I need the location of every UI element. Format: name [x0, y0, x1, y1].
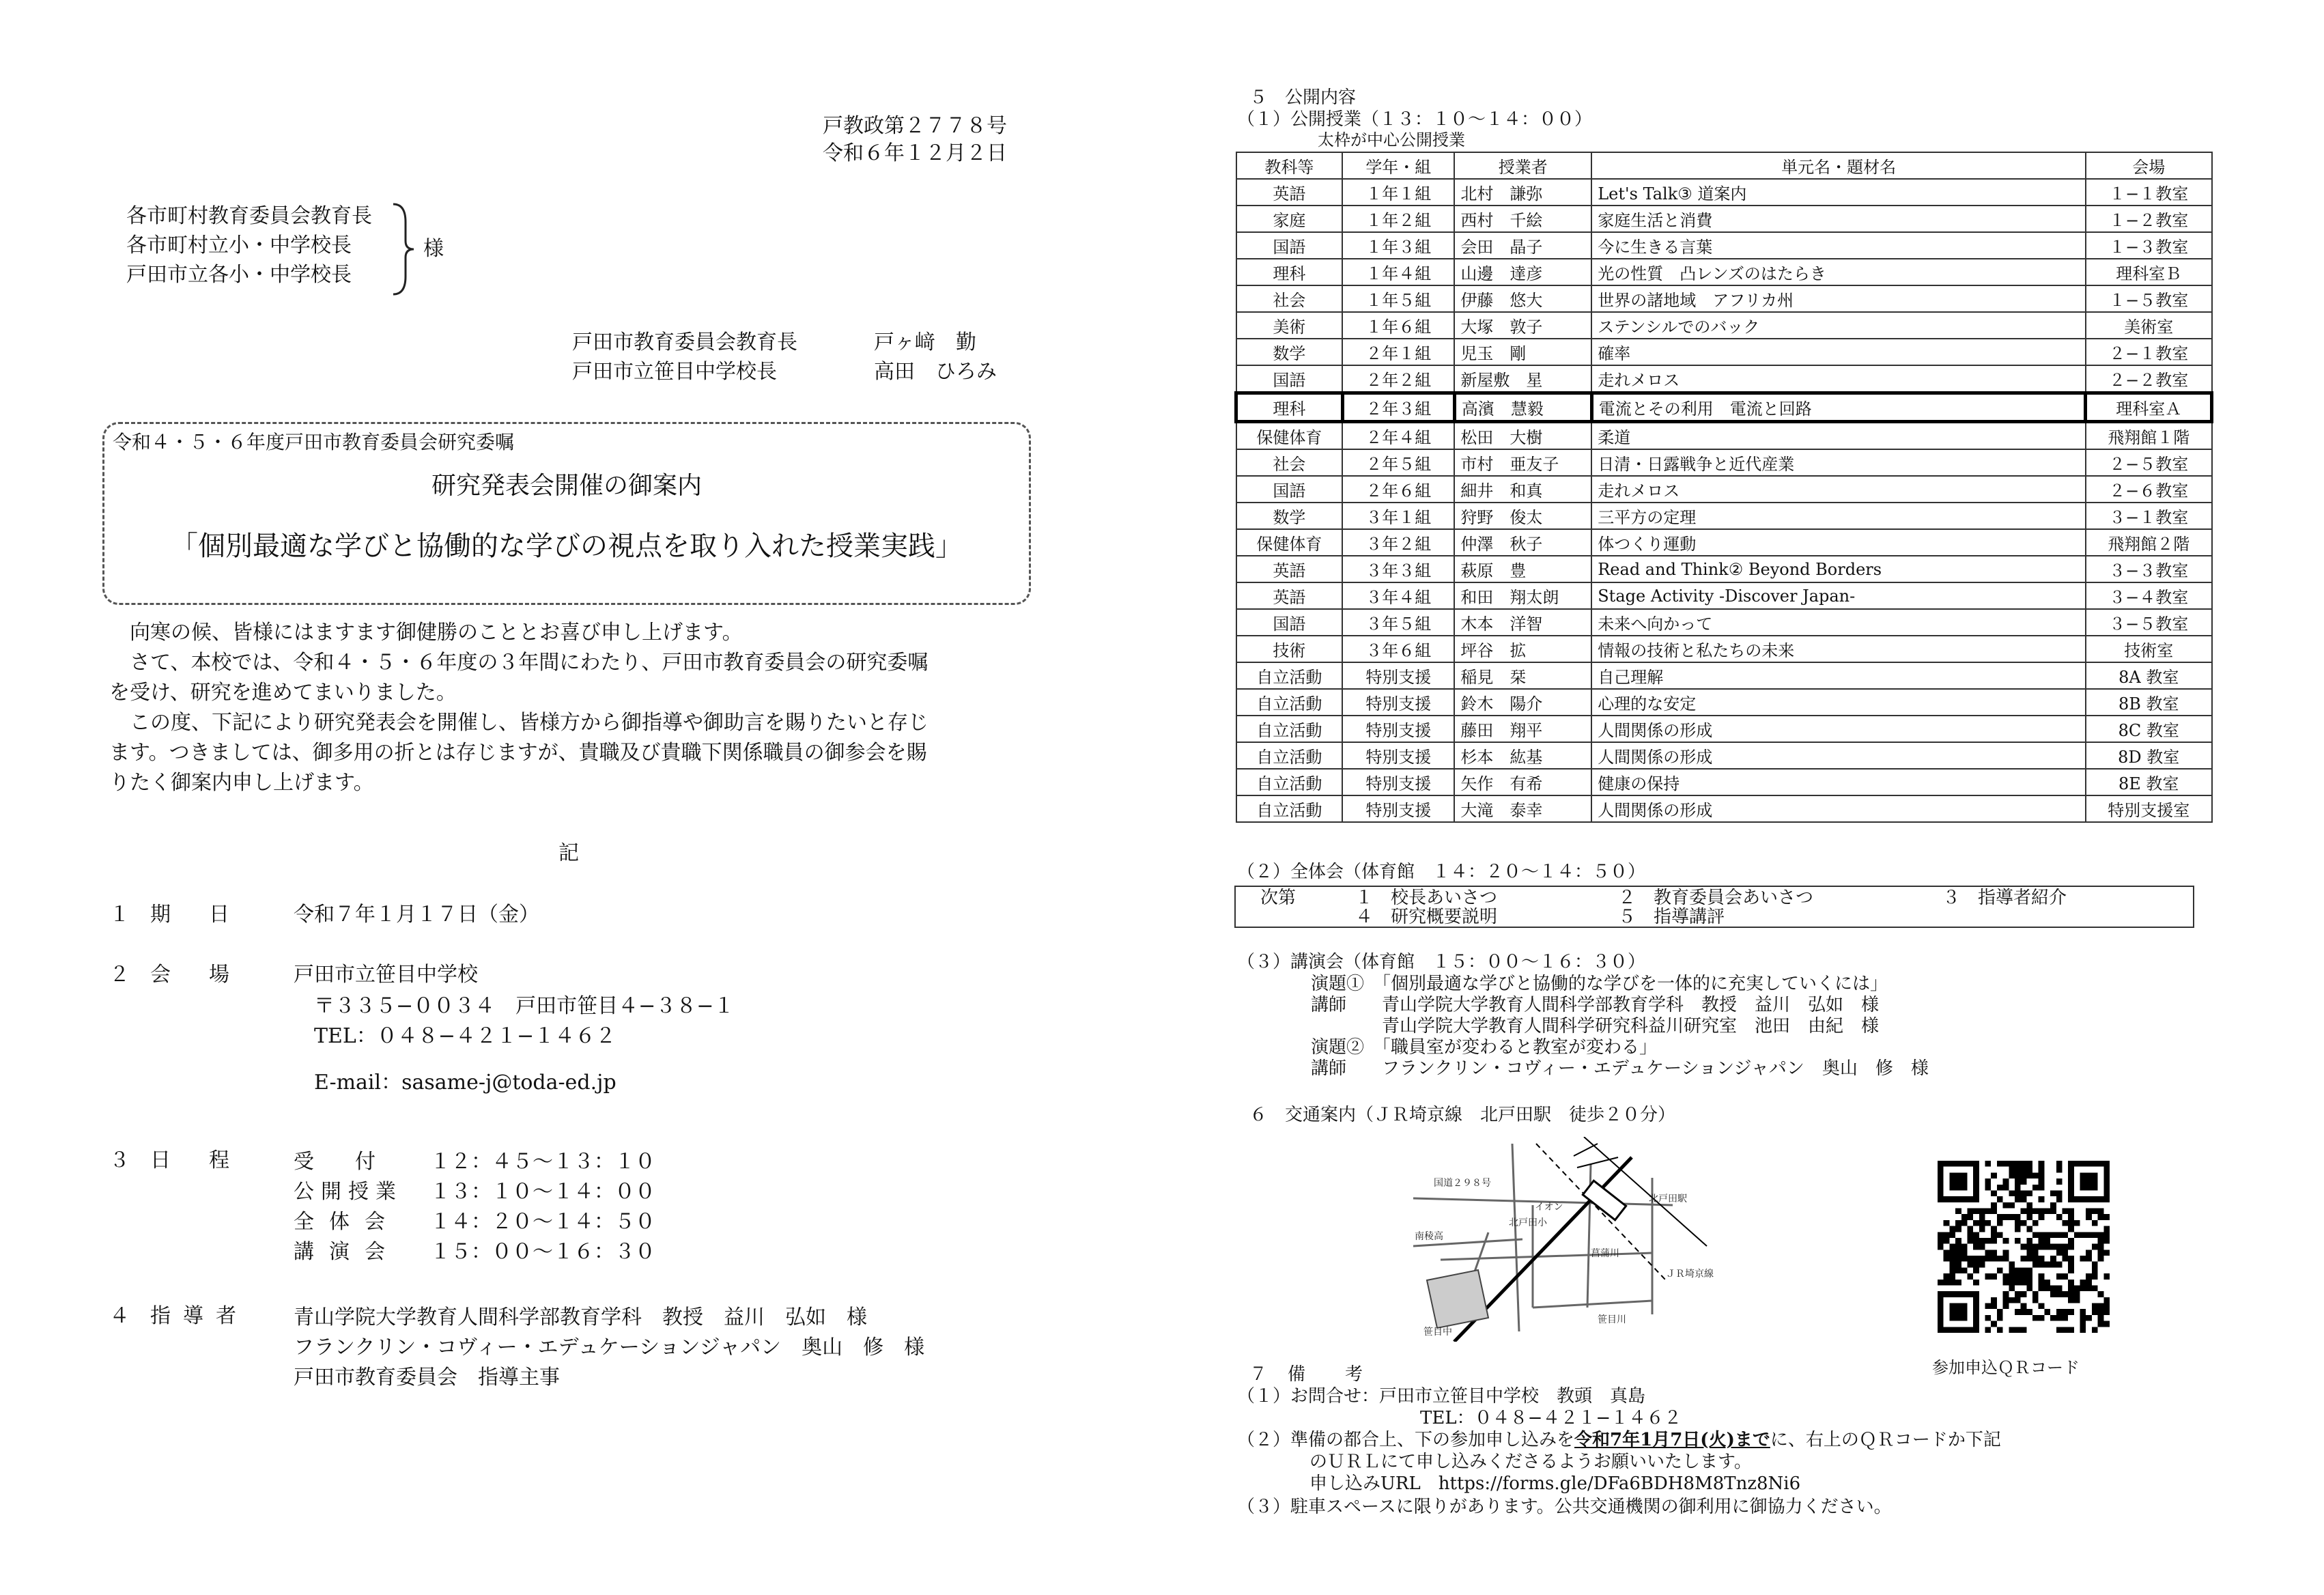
table-row	[1236, 285, 2212, 312]
body-line-6: りたく御案内申し上げます。	[109, 771, 374, 795]
body-line-3: を受け、研究を進めてまいりました。	[109, 681, 457, 705]
section-5-2-heading: （２）全体会（体育館 １４：２０〜１４：５０）	[1237, 862, 1646, 882]
header-title: 研究発表会開催の御案内	[431, 472, 702, 500]
cell-subject: 国語	[1236, 232, 1343, 259]
cell-subject: 英語	[1236, 582, 1343, 609]
cell-class: ３年２組	[1342, 529, 1454, 556]
item-venue-label: 会場	[150, 963, 268, 987]
cell-unit: Stage Activity -Discover Japan-	[1591, 582, 2086, 609]
lecture-line: 講師 フランクリン・コヴィー・エデュケーションジャパン 奥山 修 様	[1311, 1058, 1929, 1079]
item-schedule-label: 日程	[150, 1148, 268, 1172]
cell-class: ３年５組	[1342, 609, 1454, 636]
item-schedule-num: ３	[109, 1148, 130, 1172]
table-row	[1236, 609, 2212, 636]
cell-class: ２年４組	[1342, 422, 1454, 450]
cell-class: 特別支援	[1342, 662, 1454, 689]
table-row	[1236, 179, 2212, 206]
map-label-station: 北戸田駅	[1649, 1194, 1687, 1204]
header-unit: 単元名・題材名	[1591, 152, 2086, 179]
cell-subject: 自立活動	[1236, 716, 1343, 742]
section-6-heading: ６ 交通案内（ＪＲ埼京線 北戸田駅 徒歩２０分）	[1249, 1105, 1676, 1125]
cell-teacher: 児玉 剛	[1454, 339, 1591, 365]
table-row	[1236, 232, 2212, 259]
section-5-heading: ５ 公開内容	[1249, 87, 1357, 108]
instructor-row: フランクリン・コヴィー・エデュケーションジャパン 奥山 修 様	[294, 1336, 925, 1359]
cell-room: 技術室	[2086, 636, 2212, 662]
table-row	[1236, 365, 2212, 393]
cell-class: ２年３組	[1342, 393, 1454, 422]
map-label-highschool: 南稜高	[1415, 1231, 1443, 1242]
cell-class: ３年１組	[1342, 503, 1454, 529]
cell-room: １−３教室	[2086, 232, 2212, 259]
cell-unit: 心理的な安定	[1591, 689, 2086, 716]
cell-unit: 人間関係の形成	[1591, 742, 2086, 769]
body-line-5: ます。つきましては、御多用の折とは存じますが、貴職及び貴職下関係職員の御参会を賜	[109, 741, 927, 765]
header-class: 学年・組	[1342, 152, 1454, 179]
cell-teacher: 北村 謙弥	[1454, 179, 1591, 206]
schedule-row	[294, 1147, 655, 1177]
cell-room: 8D 教室	[2086, 742, 2212, 769]
cell-room: 飛翔館１階	[2086, 422, 2212, 450]
cell-room: 8B 教室	[2086, 689, 2212, 716]
cell-teacher: 狩野 俊太	[1454, 503, 1591, 529]
cell-teacher: 萩原 豊	[1454, 556, 1591, 582]
cell-room: ３−４教室	[2086, 582, 2212, 609]
cell-teacher: 和田 翔太朗	[1454, 582, 1591, 609]
cell-teacher: 細井 和真	[1454, 476, 1591, 503]
cell-room: ２−１教室	[2086, 339, 2212, 365]
item-instructors-num: ４	[109, 1304, 130, 1328]
program-item-4: ４ 研究概要説明	[1355, 907, 1498, 927]
map-label-bridge: 笹目川	[1598, 1314, 1626, 1325]
table-row	[1236, 742, 2212, 769]
cell-room: ２−６教室	[2086, 476, 2212, 503]
cell-unit: 光の性質 凸レンズのはたらき	[1591, 259, 2086, 285]
cell-subject: 英語	[1236, 556, 1343, 582]
lecture-line: 青山学院大学教育人間科学研究科益川研究室 池田 由紀 様	[1311, 1016, 1880, 1036]
cell-unit: 電流とその利用 電流と回路	[1591, 393, 2086, 422]
section-5-1-heading: （１）公開授業（１３：１０〜１４：００）	[1237, 109, 1593, 130]
cell-teacher: 伊藤 悠大	[1454, 285, 1591, 312]
header-subject: 教科等	[1236, 152, 1343, 179]
cell-class: 特別支援	[1342, 716, 1454, 742]
lecture-list	[1311, 974, 1929, 1079]
cell-subject: 技術	[1236, 636, 1343, 662]
schedule-row	[294, 1177, 655, 1207]
cell-teacher: 稲見 栞	[1454, 662, 1591, 689]
cell-teacher: 西村 千絵	[1454, 206, 1591, 232]
cell-room: 8A 教室	[2086, 662, 2212, 689]
table-row	[1236, 422, 2212, 450]
cell-subject: 国語	[1236, 609, 1343, 636]
table-row	[1236, 636, 2212, 662]
cell-class: １年４組	[1342, 259, 1454, 285]
lecture-line: 講師 青山学院大学教育人間科学部教育学科 教授 益川 弘如 様	[1311, 995, 1880, 1015]
table-row	[1236, 503, 2212, 529]
table-row	[1236, 206, 2212, 232]
cell-class: １年１組	[1342, 179, 1454, 206]
cell-unit: 柔道	[1591, 422, 2086, 450]
body-line-4: この度、下記により研究発表会を開催し、皆様方から御指導や御助言を賜りたいと存じ	[130, 711, 929, 735]
cell-subject: 社会	[1236, 449, 1343, 476]
letter-body	[109, 618, 1038, 798]
cell-class: 特別支援	[1342, 742, 1454, 769]
venue-address: 〒３３５−００３４ 戸田市笹目４−３８−１	[314, 994, 735, 1018]
instructor-row: 戸田市教育委員会 指導主事	[294, 1366, 560, 1389]
sender-1-name: 戸ヶ﨑 勤	[874, 330, 976, 354]
cell-unit: 体つくり運動	[1591, 529, 2086, 556]
schedule-row	[294, 1207, 655, 1237]
cell-teacher: 仲澤 秋子	[1454, 529, 1591, 556]
recipient-honorific: 様	[423, 237, 444, 261]
cell-subject: 保健体育	[1236, 422, 1343, 450]
cell-room: １−５教室	[2086, 285, 2212, 312]
cell-room: 8C 教室	[2086, 716, 2212, 742]
cell-teacher: 市村 亜友子	[1454, 449, 1591, 476]
body-line-2: さて、本校では、令和４・５・６年度の３年間にわたり、戸田市教育委員会の研究委嘱	[130, 651, 929, 675]
cell-subject: 社会	[1236, 285, 1343, 312]
schedule-label: 全体会	[294, 1210, 400, 1234]
cell-room: 特別支援室	[2086, 795, 2212, 822]
venue-tel: TEL：０４８−４２１−１４６２	[314, 1024, 617, 1048]
lecture-line: 演題② 「職員室が変わると教室が変わる」	[1311, 1037, 1658, 1058]
cell-unit: 自己理解	[1591, 662, 2086, 689]
cell-unit: 確率	[1591, 339, 2086, 365]
schedule-label: 公開授業	[294, 1180, 403, 1204]
cell-teacher: 新屋敷 星	[1454, 365, 1591, 393]
note-1: （１）お問合せ：戸田市立笹目中学校 教頭 真島	[1237, 1386, 1646, 1407]
header-tag: 令和４・５・６年度戸田市教育委員会研究委嘱	[113, 431, 515, 453]
cell-unit: ステンシルでのバック	[1591, 312, 2086, 339]
program-box	[1234, 886, 2194, 928]
cell-unit: 三平方の定理	[1591, 503, 2086, 529]
cell-class: ３年６組	[1342, 636, 1454, 662]
cell-subject: 自立活動	[1236, 769, 1343, 795]
cell-room: ３−５教室	[2086, 609, 2212, 636]
qr-caption: 参加申込ＱＲコード	[1932, 1358, 2080, 1377]
document-number: 戸教政第２７７８号	[823, 114, 1007, 138]
note-2-pre: （２）準備の都合上、下の参加申し込みを	[1237, 1430, 1575, 1450]
cell-unit: 情報の技術と私たちの未来	[1591, 636, 2086, 662]
table-row	[1236, 689, 2212, 716]
cell-subject: 家庭	[1236, 206, 1343, 232]
cell-teacher: 大滝 泰幸	[1454, 795, 1591, 822]
note-1-tel: TEL：０４８−４２１−１４６２	[1420, 1408, 1682, 1428]
schedule-label: 受付	[294, 1150, 416, 1174]
registration-qr-code[interactable]	[1938, 1161, 2110, 1333]
cell-subject: 理科	[1236, 259, 1343, 285]
cell-room: ３−３教室	[2086, 556, 2212, 582]
body-line-1: 向寒の候、皆様にはますます御健勝のこととお喜び申し上げます。	[130, 621, 743, 645]
cell-unit: 世界の諸地域 アフリカ州	[1591, 285, 2086, 312]
note-2-deadline: 令和7年1月7日(火)まで	[1574, 1430, 1770, 1450]
header-theme: 「個別最適な学びと協働的な学びの視点を取り入れた授業実践」	[171, 531, 963, 562]
item-instructors-label: 指導者	[150, 1304, 249, 1328]
cell-subject: 保健体育	[1236, 529, 1343, 556]
cell-unit: 家庭生活と消費	[1591, 206, 2086, 232]
schedule-time: １５：００〜１６：３０	[430, 1240, 655, 1264]
schedule-time: １２：４５〜１３：１０	[430, 1150, 655, 1174]
cell-class: ２年６組	[1342, 476, 1454, 503]
table-row	[1236, 716, 2212, 742]
sender-1-title: 戸田市教育委員会教育長	[572, 330, 797, 354]
item-date-value: 令和７年１月１７日（金）	[294, 903, 539, 927]
program-item-1: １ 校長あいさつ	[1355, 888, 1498, 908]
cell-room: 飛翔館２階	[2086, 529, 2212, 556]
header-teacher: 授業者	[1454, 152, 1591, 179]
cell-teacher: 山邊 達彦	[1454, 259, 1591, 285]
cell-teacher: 鈴木 陽介	[1454, 689, 1591, 716]
header-room: 会場	[2086, 152, 2212, 179]
cell-subject: 自立活動	[1236, 742, 1343, 769]
cell-class: １年３組	[1342, 232, 1454, 259]
program-item-3: ３ 指導者紹介	[1942, 888, 2067, 908]
note-2-post: に、右上のＱＲコードか下記	[1770, 1430, 2001, 1450]
cell-room: 8E 教室	[2086, 769, 2212, 795]
cell-room: 理科室Ｂ	[2086, 259, 2212, 285]
access-map	[1413, 1137, 1768, 1342]
cell-unit: 日清・日露戦争と近代産業	[1591, 449, 2086, 476]
cell-room: ２−２教室	[2086, 365, 2212, 393]
cell-subject: 数学	[1236, 503, 1343, 529]
map-label-river: 菖蒲川	[1591, 1248, 1619, 1259]
cell-room: 理科室Ａ	[2086, 393, 2212, 422]
venue-email: E-mail：sasame-j@toda-ed.jp	[314, 1071, 617, 1095]
note-2	[1237, 1428, 2001, 1452]
table-row	[1236, 476, 2212, 503]
cell-unit: 健康の保持	[1591, 769, 2086, 795]
schedule-time: １３：１０〜１４：００	[430, 1180, 655, 1204]
cell-class: １年５組	[1342, 285, 1454, 312]
recipient-1: 各市町村教育委員会教育長	[126, 204, 372, 228]
cell-teacher: 坪谷 拡	[1454, 636, 1591, 662]
cell-subject: 自立活動	[1236, 662, 1343, 689]
item-venue-num: ２	[109, 963, 130, 987]
instructor-row: 青山学院大学教育人間科学部教育学科 教授 益川 弘如 様	[294, 1305, 867, 1329]
note-2-line2: のＵＲＬにて申し込みくださるようお願いいたします。	[1309, 1452, 1752, 1472]
sender-2-name: 高田 ひろみ	[874, 360, 997, 384]
table-row	[1236, 582, 2212, 609]
table-row	[1236, 449, 2212, 476]
cell-subject: 数学	[1236, 339, 1343, 365]
item-date-num: １	[109, 903, 130, 927]
cell-unit: Let's Talk③ 道案内	[1591, 179, 2086, 206]
schedule-label: 講演会	[294, 1240, 400, 1264]
cell-teacher: 大塚 敦子	[1454, 312, 1591, 339]
cell-unit: 未来へ向かって	[1591, 609, 2086, 636]
item-date-label: 期日	[150, 903, 268, 927]
cell-class: 特別支援	[1342, 689, 1454, 716]
cell-teacher: 矢作 有希	[1454, 769, 1591, 795]
cell-class: 特別支援	[1342, 769, 1454, 795]
cell-room: １−１教室	[2086, 179, 2212, 206]
sender-2-title: 戸田市立笹目中学校長	[572, 360, 777, 384]
cell-unit: 人間関係の形成	[1591, 716, 2086, 742]
cell-class: ３年４組	[1342, 582, 1454, 609]
cell-class: １年６組	[1342, 312, 1454, 339]
cell-room: ２−５教室	[2086, 449, 2212, 476]
cell-subject: 自立活動	[1236, 795, 1343, 822]
cell-teacher: 木本 洋智	[1454, 609, 1591, 636]
lesson-table-body	[1236, 179, 2212, 822]
cell-room: ３−１教室	[2086, 503, 2212, 529]
table-row	[1236, 662, 2212, 689]
item-venue-value: 戸田市立笹目中学校	[294, 963, 478, 987]
document-date: 令和６年１２月２日	[823, 141, 1007, 165]
lesson-table	[1234, 152, 2213, 823]
cell-teacher: 杉本 紘基	[1454, 742, 1591, 769]
cell-unit: Read and Think② Beyond Borders	[1591, 556, 2086, 582]
note-2-url[interactable]: 申し込みURL https://forms.gle/DFa6BDH8M8Tnz8Ni6	[1309, 1473, 1801, 1494]
cell-class: ２年２組	[1342, 365, 1454, 393]
table-row	[1236, 312, 2212, 339]
cell-class: ２年１組	[1342, 339, 1454, 365]
table-header-row	[1236, 152, 2212, 179]
program-item-2: ２ 教育委員会あいさつ	[1618, 888, 1814, 908]
cell-class: 特別支援	[1342, 795, 1454, 822]
recipient-2: 各市町村立小・中学校長	[126, 234, 352, 257]
map-label-sasame: 笹目中	[1423, 1327, 1452, 1338]
schedule-list	[294, 1147, 655, 1267]
section-5-3-heading: （３）講演会（体育館 １５：００〜１６：３０）	[1237, 952, 1646, 972]
cell-room: １−２教室	[2086, 206, 2212, 232]
cell-unit: 人間関係の形成	[1591, 795, 2086, 822]
cell-teacher: 松田 大樹	[1454, 422, 1591, 450]
recipient-brace	[391, 201, 418, 297]
cell-subject: 理科	[1236, 393, 1343, 422]
map-label-aeon: イオン	[1535, 1202, 1563, 1213]
cell-class: ２年５組	[1342, 449, 1454, 476]
table-row	[1236, 529, 2212, 556]
program-item-5: ５ 指導講評	[1618, 907, 1725, 927]
table-row	[1236, 259, 2212, 285]
cell-class: ３年３組	[1342, 556, 1454, 582]
table-row	[1236, 393, 2212, 422]
cell-unit: 今に生きる言葉	[1591, 232, 2086, 259]
table-row	[1236, 556, 2212, 582]
section-7-heading: ７ 備 考	[1249, 1364, 1365, 1385]
schedule-time: １４：２０〜１４：５０	[430, 1210, 655, 1234]
table-row	[1236, 769, 2212, 795]
table-row	[1236, 339, 2212, 365]
ki-label: 記	[558, 841, 579, 865]
map-label-route: 国道２９８号	[1434, 1178, 1491, 1189]
table-note: 太枠が中心公開授業	[1318, 130, 1465, 150]
cell-subject: 国語	[1236, 476, 1343, 503]
cell-unit: 走れメロス	[1591, 365, 2086, 393]
note-3: （３）駐車スペースに限りがあります。公共交通機関の御利用に御協力ください。	[1237, 1497, 1892, 1517]
cell-class: １年２組	[1342, 206, 1454, 232]
cell-teacher: 藤田 翔平	[1454, 716, 1591, 742]
recipient-3: 戸田市立各小・中学校長	[126, 263, 352, 287]
cell-subject: 美術	[1236, 312, 1343, 339]
cell-unit: 走れメロス	[1591, 476, 2086, 503]
cell-subject: 国語	[1236, 365, 1343, 393]
cell-subject: 自立活動	[1236, 689, 1343, 716]
table-row	[1236, 795, 2212, 822]
map-label-jr: ＪＲ埼京線	[1666, 1269, 1714, 1280]
program-label: 次第	[1260, 888, 1296, 908]
cell-teacher: 会田 晶子	[1454, 232, 1591, 259]
cell-teacher: 高濱 慧毅	[1454, 393, 1591, 422]
schedule-row	[294, 1237, 655, 1267]
lecture-line: 演題① 「個別最適な学びと協働的な学びを一体的に充実していくには」	[1311, 974, 1888, 994]
map-label-elem: 北戸田小	[1509, 1217, 1547, 1228]
instructor-list	[294, 1303, 924, 1393]
cell-subject: 英語	[1236, 179, 1343, 206]
cell-room: 美術室	[2086, 312, 2212, 339]
